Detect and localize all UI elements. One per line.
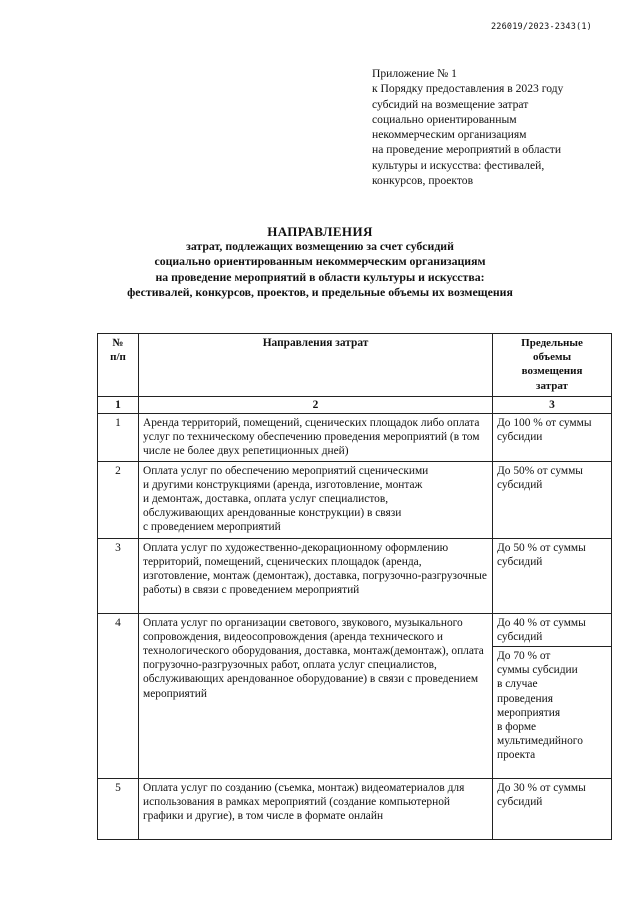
appendix-line: конкурсов, проектов	[372, 174, 474, 188]
document-number: 226019/2023-2343(1)	[490, 22, 592, 32]
column-number: 3	[493, 397, 612, 414]
cost-directions-table	[97, 333, 612, 840]
heading-line: социально ориентированным некоммерческим организациям	[154, 254, 486, 269]
heading-line: на проведение мероприятий в области культуры и искусства:	[155, 269, 485, 284]
row-limit: До 50% от суммы субсидий	[493, 461, 612, 538]
row-limit: До 40 % от суммы субсидий	[493, 614, 611, 647]
appendix-line: культуры и искусства: фестивалей,	[372, 158, 545, 172]
header-direction: Направления затрат	[139, 334, 493, 397]
row-direction: Оплата услуг по созданию (съемка, монтаж) видеоматериалов для использования в рамках мероприятий (создание компьютерной графики и другие), в том числе в формате онлайн	[139, 778, 493, 839]
appendix-line: к Порядку предоставления в 2023 году	[372, 82, 564, 96]
row-direction: Оплата услуг по художественно-декорационному оформлению территорий, помещений, сценических площадок (аренда, изготовление, монтаж (демонтаж), доставка, погрузочно-разгрузочные работы) в связи с проведением мероприятий	[139, 538, 493, 613]
column-number: 1	[98, 397, 139, 414]
header-limit: Предельные объемы возмещения затрат	[493, 334, 612, 397]
appendix-block	[372, 66, 622, 188]
row-num: 3	[98, 538, 139, 613]
heading-title: НАПРАВЛЕНИЯ	[267, 224, 373, 239]
appendix-line: на проведение мероприятий в области	[372, 143, 562, 157]
heading-line: затрат, подлежащих возмещению за счет субсидий	[186, 239, 454, 254]
appendix-line: некоммерческим организациям	[372, 128, 527, 142]
appendix-line: социально ориентированным	[372, 112, 517, 126]
heading-line: фестивалей, конкурсов, проектов, и предельные объемы их возмещения	[127, 284, 513, 299]
appendix-line: Приложение № 1	[372, 67, 457, 80]
table-row	[98, 414, 612, 462]
table-header-row	[98, 334, 612, 397]
column-numbers-row	[98, 397, 612, 414]
row-num: 4	[98, 613, 139, 778]
row-limit-split	[493, 613, 612, 778]
row-limit: До 50 % от суммы субсидий	[493, 538, 612, 613]
table-row	[98, 538, 612, 613]
table-row	[98, 461, 612, 538]
row-limit: До 30 % от суммы субсидий	[493, 778, 612, 839]
row-limit: До 100 % от суммы субсидии	[493, 414, 612, 462]
row-direction: Оплата услуг по обеспечению мероприятий сценическими и другими конструкциями (аренда, изготовление, монтаж и демонтаж, доставка, оплата услуг специалистов, обслуживающих арендованные конструкции) в связи с проведением мероприятий	[139, 461, 493, 538]
column-number: 2	[139, 397, 493, 414]
row-num: 2	[98, 461, 139, 538]
document-heading	[0, 224, 640, 300]
row-direction: Аренда территорий, помещений, сценических площадок либо оплата услуг по техническому обеспечению проведения мероприятий (в том числе не более двух репетиционных дней)	[139, 414, 493, 462]
table-row	[98, 613, 612, 778]
row-direction: Оплата услуг по организации светового, звукового, музыкального сопровождения, видеосопровождения (аренда технического и технологического оборудования, доставка, монтаж(демонтаж), оплата погрузочно-разгрузочных работ, оплата услуг специалистов, обслуживающих арендованное оборудование) в связи с проведением мероприятий	[139, 613, 493, 778]
table-row	[98, 778, 612, 839]
row-num: 1	[98, 414, 139, 462]
row-num: 5	[98, 778, 139, 839]
appendix-line: субсидий на возмещение затрат	[372, 97, 529, 111]
row-limit-multimedia: До 70 % от суммы субсидии в случае проведения мероприятия в форме мультимедийного проекта	[497, 650, 583, 762]
header-num: № п/п	[98, 334, 139, 397]
